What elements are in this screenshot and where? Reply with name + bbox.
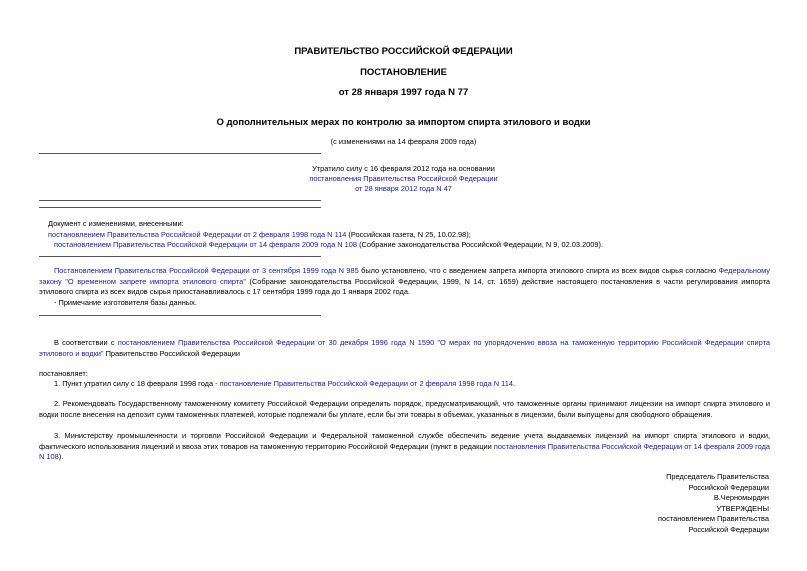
item-3 — [39, 431, 770, 463]
item-text: 1. Пункт утратил силу с 18 февраля 1998 года - — [54, 379, 220, 388]
change-link-2009[interactable]: постановлением Правительства Российской Федерации от 14 февраля 2009 года N 108 — [54, 240, 358, 250]
signature-name: В.Черномырдин — [713, 493, 769, 503]
preamble-text: Правительство Российской Федерации — [103, 348, 240, 358]
document-title: О дополнительных мерах по контролю за импортом спирта этилового и водки — [216, 117, 591, 128]
approved-by: Российской Федерации — [688, 524, 769, 534]
change-link-1998[interactable]: постановлением Правительства Российской Федерации от 2 февраля 1998 года N 114 — [48, 229, 347, 239]
expired-link-line1[interactable]: постановления Правительства Российской Федерации — [309, 174, 498, 183]
change-item — [48, 230, 778, 241]
item-3-link[interactable]: постановления Правительства Российской Федерации от 14 февраля 2009 года N 108 — [39, 441, 770, 462]
note-text: (Собрание законодательства Российской Федерации, 1999, N 14, ст. 1659) действие настоящего постановления в части регулирования импорта этилового спирта из всех видов сырья приостанавливалось с 17 сентября 1999 года до 1 января 2002 года. — [39, 276, 770, 297]
expired-block — [300, 164, 507, 194]
divider — [39, 256, 321, 257]
amendment-note: (с изменениями на 14 февраля 2009 года) — [330, 137, 477, 146]
signature-position: Председатель Правительства — [666, 472, 769, 481]
note-link-federal-law[interactable]: Федеральному закону "О временном запрете импорта этилового спирта" — [39, 266, 770, 286]
change-source: (Собрание законодательства Российской Федерации, N 9, 02.03.2009). — [357, 240, 604, 250]
approved-by: постановлением Правительства — [658, 514, 769, 524]
preamble-paragraph — [39, 338, 770, 359]
document-date-number: от 28 января 1997 года N 77 — [338, 87, 469, 98]
expired-text: Утратило силу с 16 февраля 2012 года на основании — [312, 164, 495, 173]
signature-position: Российской Федерации — [688, 482, 769, 492]
preamble-link-decree-1590[interactable]: постановлением Правительства Российской Федерации от 30 декабря 1996 года N 1590 "О мерах по упорядочению ввоза на таможенную территорию Российской Федерации спирта этилового и водки" — [39, 338, 771, 358]
change-source: (Российская газета, N 25, 10.02.98); — [346, 229, 471, 239]
divider — [39, 153, 321, 154]
item-2: 2. Рекомендовать Государственному таможенному комитету Российской Федерации определить порядок, предусматривающий, что таможенные органы принимают лицензии на импорт спирта этилового и водки после внесения на депозит сумм таможенных платежей, которые подлежали бы уплате, если бы эти товары в объемах, указанных в лицензии, были выпущены для свободного обращения. — [39, 399, 770, 419]
resolves-label: постановляет: — [39, 369, 88, 378]
change-item — [48, 240, 778, 251]
item-text: 3. Министерству промышленности и торговли Российской Федерации и Федеральной таможенной службе обеспечить ведение учета выдаваемых лицензий на импорт спирта этилового и водки, фактического использования лицензий и ввоза этих товаров на таможенную территорию Российской Федерации (пункт в редакции — [39, 431, 770, 451]
divider — [39, 200, 321, 201]
document-type: ПОСТАНОВЛЕНИЕ — [360, 67, 447, 78]
expired-link-line2[interactable]: от 28 января 2012 года N 47 — [355, 184, 452, 193]
preamble-text: В соответствии с — [54, 338, 118, 347]
approved-label: УТВЕРЖДЕНЫ — [716, 503, 769, 513]
government-heading: ПРАВИТЕЛЬСТВО РОССИЙСКОЙ ФЕДЕРАЦИИ — [294, 46, 513, 57]
divider — [39, 315, 321, 316]
item-text: ). — [58, 452, 64, 462]
item-text: . — [512, 379, 516, 388]
signature-block — [658, 472, 769, 536]
changes-intro: Документ с изменениями, внесенными: — [48, 219, 184, 228]
note-text: было установлено, что с введением запрета импорта этилового спирта из всех видов сырья согласно — [358, 266, 719, 275]
item-1-link[interactable]: постановление Правительства Российской Федерации от 2 февраля 1998 года N 114 — [219, 379, 513, 388]
producer-note-paragraph — [39, 266, 770, 298]
item-1 — [54, 379, 770, 390]
note-link-decree-985[interactable]: Постановлением Правительства Российской Федерации от 3 сентября 1999 года N 985 — [54, 266, 359, 275]
divider — [39, 207, 321, 208]
changes-block — [48, 219, 778, 251]
producer-note-label: - Примечание изготовителя базы данных. — [54, 298, 197, 307]
